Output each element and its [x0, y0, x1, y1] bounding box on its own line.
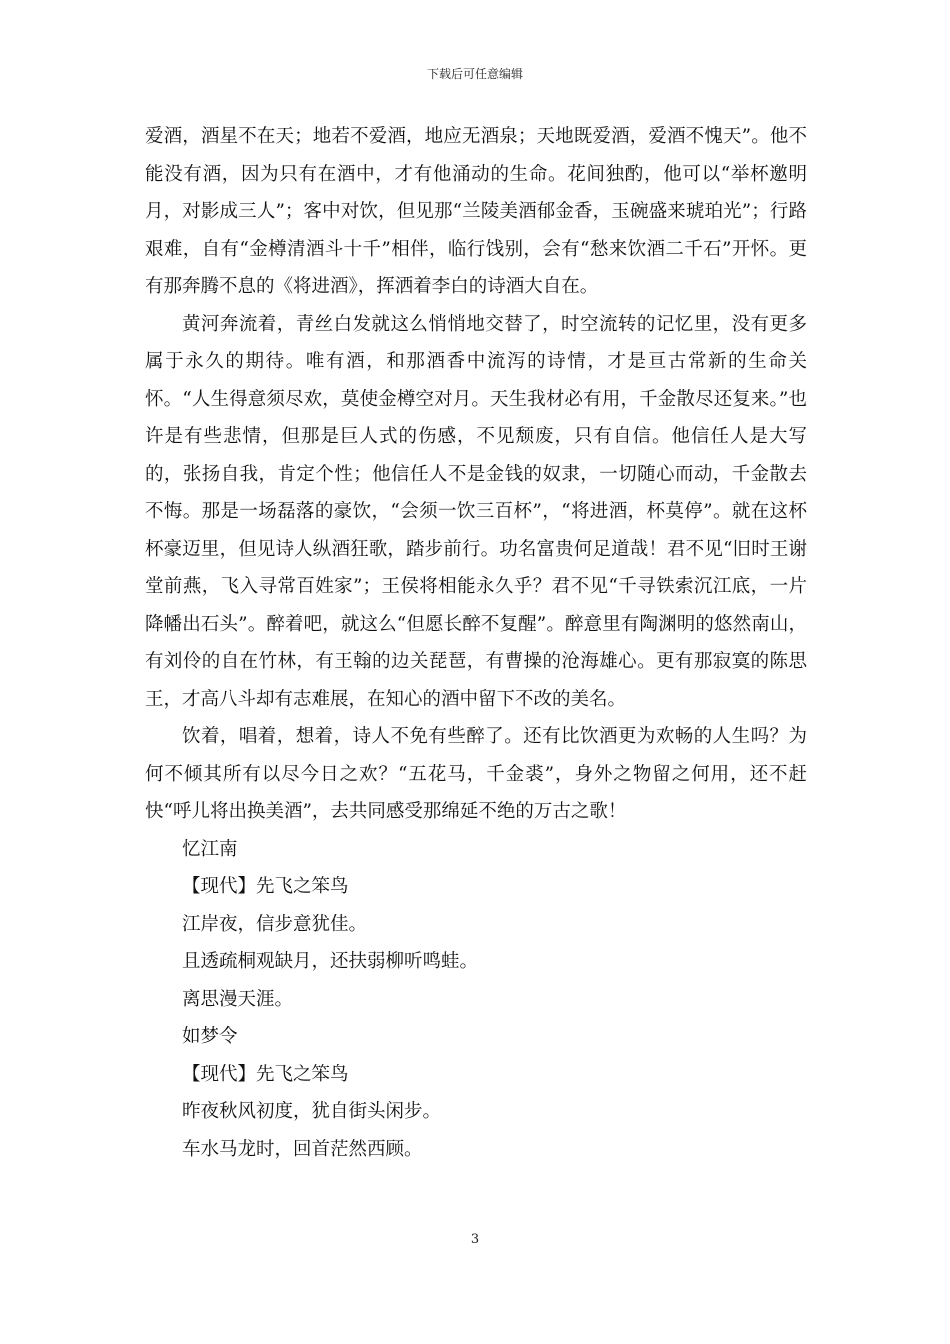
- poem-line: 离思漫天涯。: [182, 988, 294, 1010]
- paragraph-2: 黄河奔流着，青丝白发就这么悄悄地交替了，时空流转的记忆里，没有更多属于永久的期待。唯有酒，和那酒香中流泻的诗情，才是亘古常新的生命关怀。“人生得意须尽欢，莫使金樽空对月。天生我材必有用，千金散尽还复来。”也许是有些悲情，但那是巨人式的伤感，不见颓废，只有自信。他信任人是大写的，张扬自我，肯定个性；他信任人不是金钱的奴隶，一切随心而动，千金散去不悔。那是一场磊落的豪饮，“会须一饮三百杯”，“将进酒，杯莫停”。就在这杯杯豪迈里，但见诗人纵酒狂歌，踏步前行。功名富贵何足道哉！君不见“旧时王谢堂前燕，飞入寻常百姓家”；王侯将相能永久乎？君不见“千寻铁索沉江底，一片降幡出石头”。醉着吧，就这么“但愿长醉不复醒”。醉意里有陶渊明的悠然南山，有刘伶的自在竹林，有王翰的边关琵琶，有曹操的沧海雄心。更有那寂寞的陈思王，才高八斗却有志难展，在知心的酒中留下不改的美名。: [145, 313, 807, 710]
- poem-line: 昨夜秋风初度，犹自街头闲步。: [182, 1101, 442, 1122]
- document-body: [145, 118, 807, 1168]
- poem-line: 江岸夜，信步意犹佳。: [182, 913, 368, 935]
- poem-line: 且透疏桐观缺月，还扶弱柳听鸣蛙。: [182, 951, 479, 972]
- page-header: 下载后可任意编辑: [426, 67, 523, 81]
- poem-line: 车水马龙时，回首茫然西顾。: [182, 1138, 423, 1160]
- poem-title: 如梦令: [182, 1026, 238, 1047]
- paragraph-3: 饮着，唱着，想着，诗人不免有些醉了。还有比饮酒更为欢畅的人生吗？为何不倾其所有以尽今日之欢？“五花马，千金裘”，身外之物留之何用，还不赶快“呼儿将出换美酒”，去共同感受那绵延不绝的万古之歌！: [145, 726, 807, 822]
- page-number: 3: [470, 1232, 480, 1247]
- poem-author: 【现代】先飞之笨鸟: [182, 876, 349, 897]
- poem-ru-meng-ling: [145, 1018, 807, 1168]
- poem-title: 忆江南: [182, 838, 238, 860]
- poem-author: 【现代】先飞之笨鸟: [182, 1063, 349, 1085]
- paragraph-1: 爱酒，酒星不在天；地若不爱酒，地应无酒泉；天地既爱酒，爱酒不愧天”。他不能没有酒，因为只有在酒中，才有他涌动的生命。花间独酌，他可以“举杯邀明月，对影成三人”；客中对饮，但见那“兰陵美酒郁金香，玉碗盛来琥珀光”；行路艰难，自有“金樽清酒斗十千”相伴，临行饯别，会有“愁来饮酒二千石”开怀。更有那奔腾不息的《将进酒》，挥洒着李白的诗酒大自在。: [145, 126, 807, 297]
- poem-yi-jiang-nan: [145, 831, 807, 1019]
